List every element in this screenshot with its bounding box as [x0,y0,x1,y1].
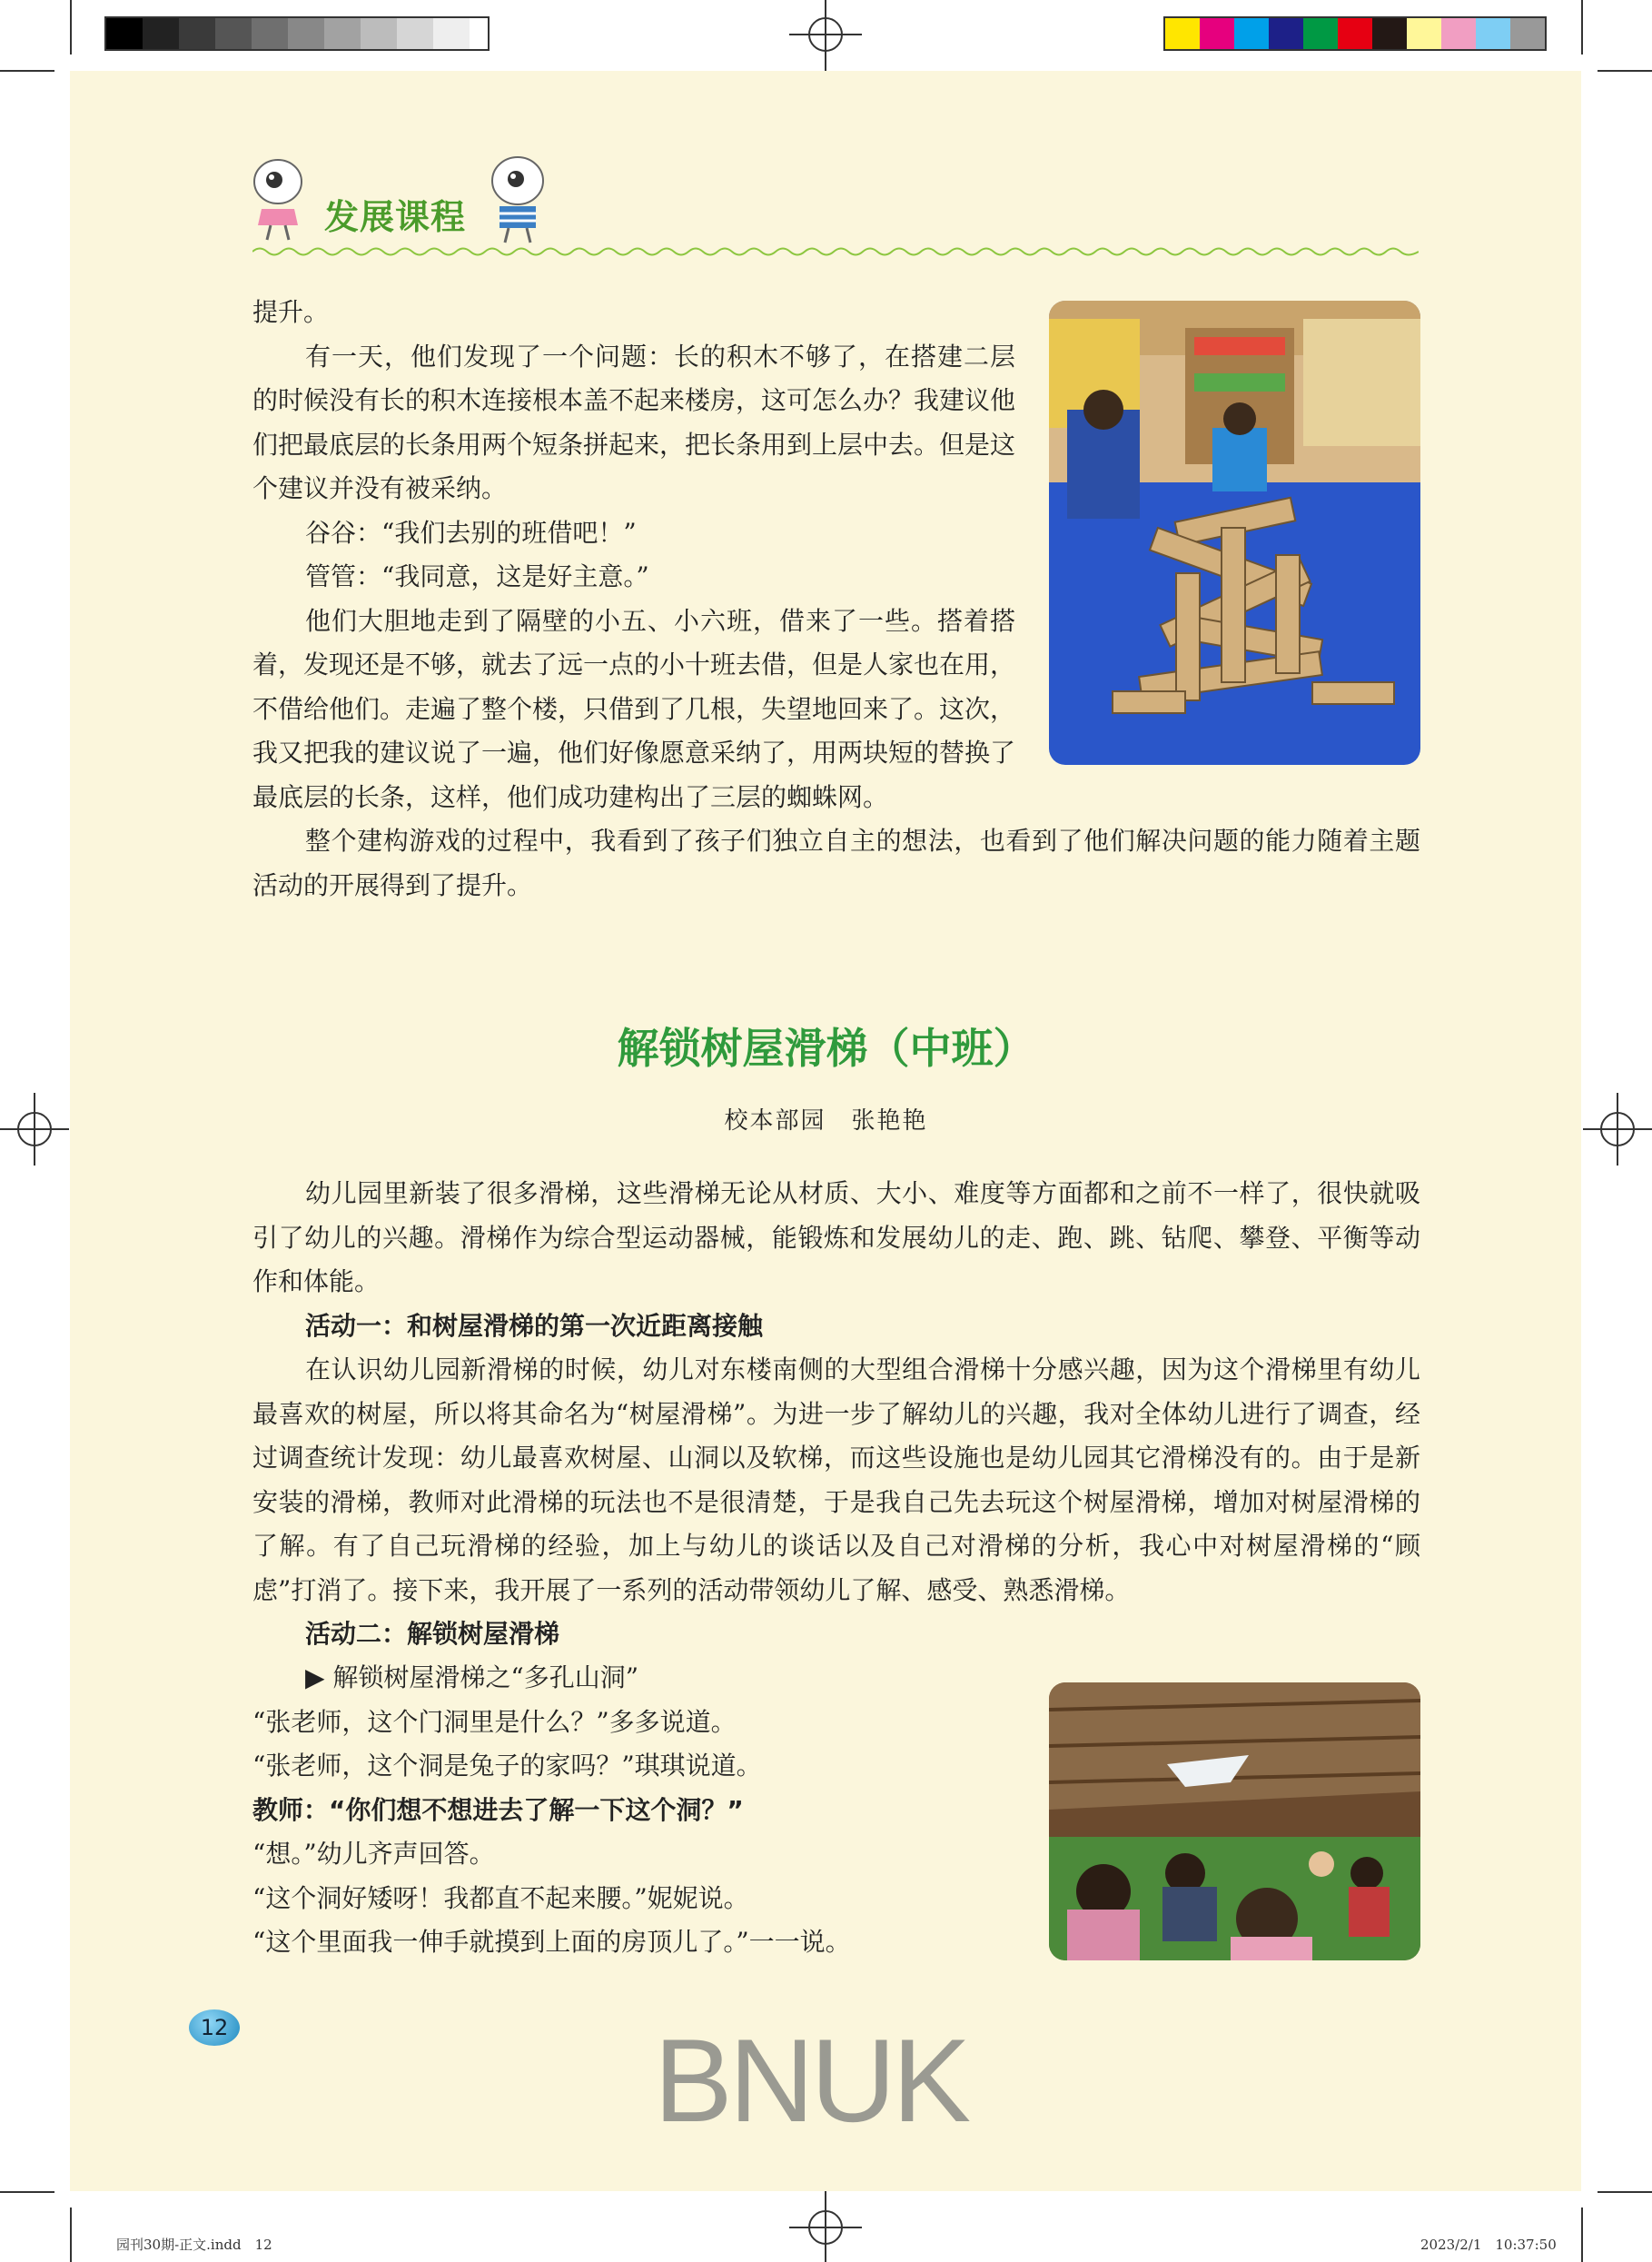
dialogue-line: “这个里面我一伸手就摸到上面的房顶儿了。”一一说。 [252,1927,851,1957]
author-byline: 校本部园 张艳艳 [724,1107,928,1135]
paragraph: 幼儿园里新装了很多滑梯，这些滑梯无论从材质、大小、难度等方面都和之前不一样了，很快就吸引了幼儿的兴趣。滑梯作为综合型运动器械，能锻炼和发展幼儿的走、跑、跳、钻爬、攀登、平衡等动作和体能。 [252,1178,1420,1296]
article-continued-text [252,291,1015,819]
crop-mark [1581,2207,1583,2262]
paragraph: 在认识幼儿园新滑梯的时候，幼儿对东楼南侧的大型组合滑梯十分感兴趣，因为这个滑梯里有幼儿最喜欢的树屋，所以将其命名为“树屋滑梯”。为进一步了解幼儿的兴趣，我对全体幼儿进行了调查，经过调查统计发现：幼儿最喜欢树屋、山洞以及软梯，而这些设施也是幼儿园其它滑梯没有的。由于是新安装的滑梯，教师对此滑梯的玩法也不是很清楚，于是我自己先去玩这个树屋滑梯，增加对树屋滑梯的了解。有了自己玩滑梯的经验，加上与幼儿的谈话以及自己对滑梯的分析，我心中对树屋滑梯的“顾虑”打消了。接下来，我开展了一系列的活动带领幼儿了解、感受、熟悉滑梯。 [252,1354,1420,1605]
header-divider [252,245,1419,258]
crop-mark [0,2191,54,2193]
section-title: 解锁树屋滑梯（中班） [617,1024,1035,1073]
mascot-girl-icon [243,153,312,243]
dialogue-line: 教师：“你们想不想进去了解一下这个洞？” [252,1794,744,1825]
photo-children-building-blocks [1049,301,1420,765]
crop-mark [1598,2191,1652,2193]
activity-heading: 活动二：解锁树屋滑梯 [305,1619,560,1649]
crop-mark [70,2207,72,2262]
footer-file-info: 园刊30期-正文.indd 12 [116,2237,272,2253]
dialogue-block [252,1656,1015,1965]
grayscale-color-bar [104,16,490,51]
paragraph: 他们大胆地走到了隔壁的小五、小六班，借来了一些。搭着搭着，发现还是不够，就去了远一点的小十班去借，但是人家也在用，不借给他们。走遍了整个楼，只借到了几根，失望地回来了。这次，我又把我的建议说了一遍，他们好像愿意采纳了，用两块短的替换了最底层的长条，这样，他们成功建构出了三层的蜘蛛网。 [252,605,1016,812]
paragraph: 整个建构游戏的过程中，我看到了孩子们独立自主的想法，也看到了他们解决问题的能力随着主题活动的开展得到了提升。 [252,826,1420,900]
paragraph: 提升。 [252,297,330,327]
crop-mark [0,70,54,72]
crop-mark [1598,70,1652,72]
registration-mark-icon [789,2189,862,2262]
photo-children-in-tree-house [1049,1682,1420,1960]
registration-mark-icon [789,0,862,73]
cmyk-color-bar [1163,16,1547,51]
crop-mark [1581,0,1583,55]
crop-mark [70,0,72,55]
dialogue-line: 管管：“我同意，这是好主意。” [305,561,649,591]
footer-timestamp: 2023/2/1 10:37:50 [1420,2237,1557,2253]
dialogue-line: “张老师，这个洞是兔子的家吗？”琪琪说道。 [252,1751,762,1781]
dialogue-line: “这个洞好矮呀！我都直不起来腰。”妮妮说。 [252,1882,749,1913]
page-number: 12 [189,2009,240,2046]
mascot-boy-icon [478,150,559,245]
dialogue-line: 谷谷：“我们去别的班借吧！” [305,517,637,548]
watermark: BNUK [654,2014,968,2147]
section-body [252,1172,1420,1657]
header-title: 发展课程 [324,197,467,237]
dialogue-line: “想。”幼儿齐声回答。 [252,1839,495,1869]
paragraph: 有一天，他们发现了一个问题：长的积木不够了，在搭建二层的时候没有长的积木连接根本盖不起来楼房，这可怎么办？我建议他们把最底层的长条用两个短条拼起来，把长条用到上层中去。但是这个建议并没有被采纳。 [252,341,1016,503]
activity-heading: 活动一：和树屋滑梯的第一次近距离接触 [305,1310,764,1341]
dialogue-line: “张老师，这个门洞里是什么？”多多说道。 [252,1706,737,1737]
sub-heading: ▶ 解锁树屋滑梯之“多孔山洞” [305,1662,639,1692]
